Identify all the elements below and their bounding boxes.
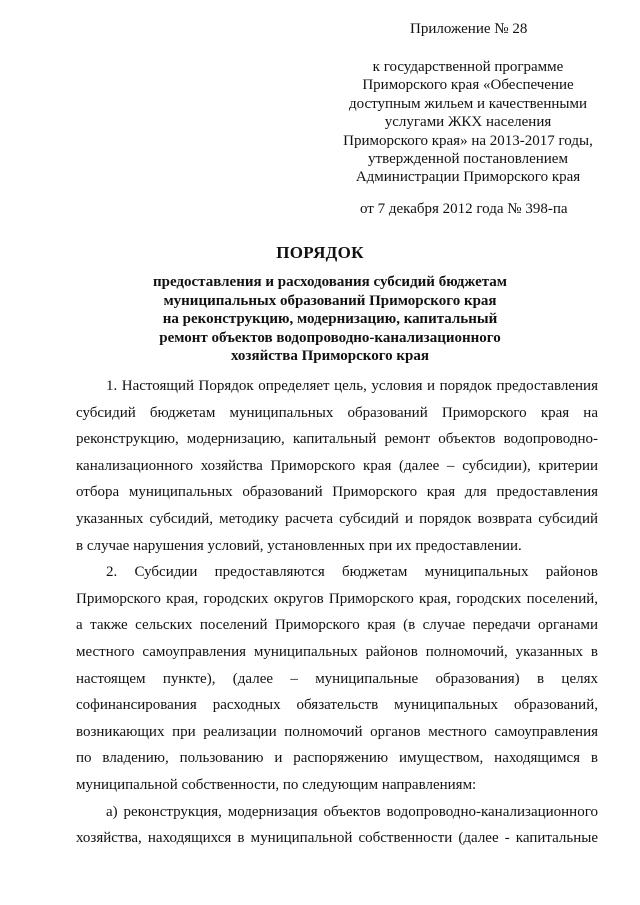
paragraph-line: хозяйства, находящихся в муниципальной собственности (далее - капитальные bbox=[76, 830, 598, 847]
approval-line: Администрации Приморского края bbox=[355, 169, 581, 186]
subtitle-line: на реконструкцию, модернизацию, капитальный bbox=[162, 311, 498, 327]
paragraph-line: софинансирования расходных обязательств муниципальных образований, bbox=[76, 697, 598, 714]
document-subtitle bbox=[0, 273, 640, 366]
approval-line: доступным жильем и качественными bbox=[348, 95, 587, 112]
approval-date: от 7 декабря 2012 года № 398-па bbox=[360, 201, 568, 217]
approval-line: утвержденной постановлением bbox=[368, 151, 568, 168]
paragraph-line: а) реконструкция, модернизация объектов водопроводно-канализационного bbox=[106, 803, 598, 820]
paragraph-line: по владению, пользованию и распоряжению имуществом, находящимся в bbox=[76, 750, 598, 767]
paragraph-line: 1. Настоящий Порядок определяет цель, условия и порядок предоставления bbox=[106, 378, 598, 394]
paragraph-line: 2. Субсидии предоставляются бюджетам муниципальных районов bbox=[106, 564, 598, 581]
paragraph-2 bbox=[76, 559, 598, 798]
paragraph-line: местного самоуправления муниципальных районов полномочий, указанных в bbox=[76, 643, 598, 660]
paragraph-line: возникающих при реализации полномочий органов местного самоуправления bbox=[76, 723, 598, 740]
subtitle-line: муниципальных образований Приморского края bbox=[163, 292, 497, 309]
approval-line: услугами ЖКХ населения bbox=[384, 114, 552, 131]
paragraph-line: субсидий бюджетам муниципальных образований Приморского края на bbox=[76, 404, 598, 421]
approval-line: Приморского края» на 2013-2017 годы, bbox=[343, 132, 593, 149]
paragraph-line: Приморского края, городских округов Приморского края, городских поселений, bbox=[76, 590, 598, 607]
approval-line: Приморского края «Обеспечение bbox=[362, 77, 574, 94]
document-body bbox=[76, 373, 598, 852]
paragraph-line: настоящем пункте), (далее – муниципальные образования) в целях bbox=[76, 670, 598, 687]
paragraph-line: канализационного хозяйства Приморского края (далее – субсидии), критерии bbox=[76, 457, 598, 474]
paragraph-line: указанных субсидий, методику расчета субсидий и порядок возврата субсидий bbox=[76, 510, 598, 527]
paragraph-line: в случае нарушения условий, установленных при их предоставлении. bbox=[76, 537, 522, 554]
paragraph-1 bbox=[76, 373, 598, 559]
subtitle-line: хозяйства Приморского края bbox=[231, 348, 429, 364]
document-title: ПОРЯДОК bbox=[276, 243, 364, 262]
subtitle-line: предоставления и расходования субсидий бюджетам bbox=[152, 274, 507, 290]
paragraph-line: а также сельских поселений Приморского края (в случае передачи органами bbox=[76, 617, 598, 634]
subtitle-line: ремонт объектов водопроводно-канализационного bbox=[159, 329, 501, 346]
appendix-number: Приложение № 28 bbox=[410, 21, 528, 37]
paragraph-line: муниципальной собственности, по следующим направлениям: bbox=[76, 776, 477, 793]
approval-line: к государственной программе bbox=[372, 59, 564, 75]
paragraph-line: отбора муниципальных образований Приморского края для предоставления bbox=[76, 484, 598, 501]
paragraph-line: реконструкцию, модернизацию, капитальный ремонт объектов водопроводно- bbox=[76, 431, 598, 448]
paragraph-2a bbox=[76, 799, 598, 852]
approval-reference bbox=[318, 58, 618, 187]
